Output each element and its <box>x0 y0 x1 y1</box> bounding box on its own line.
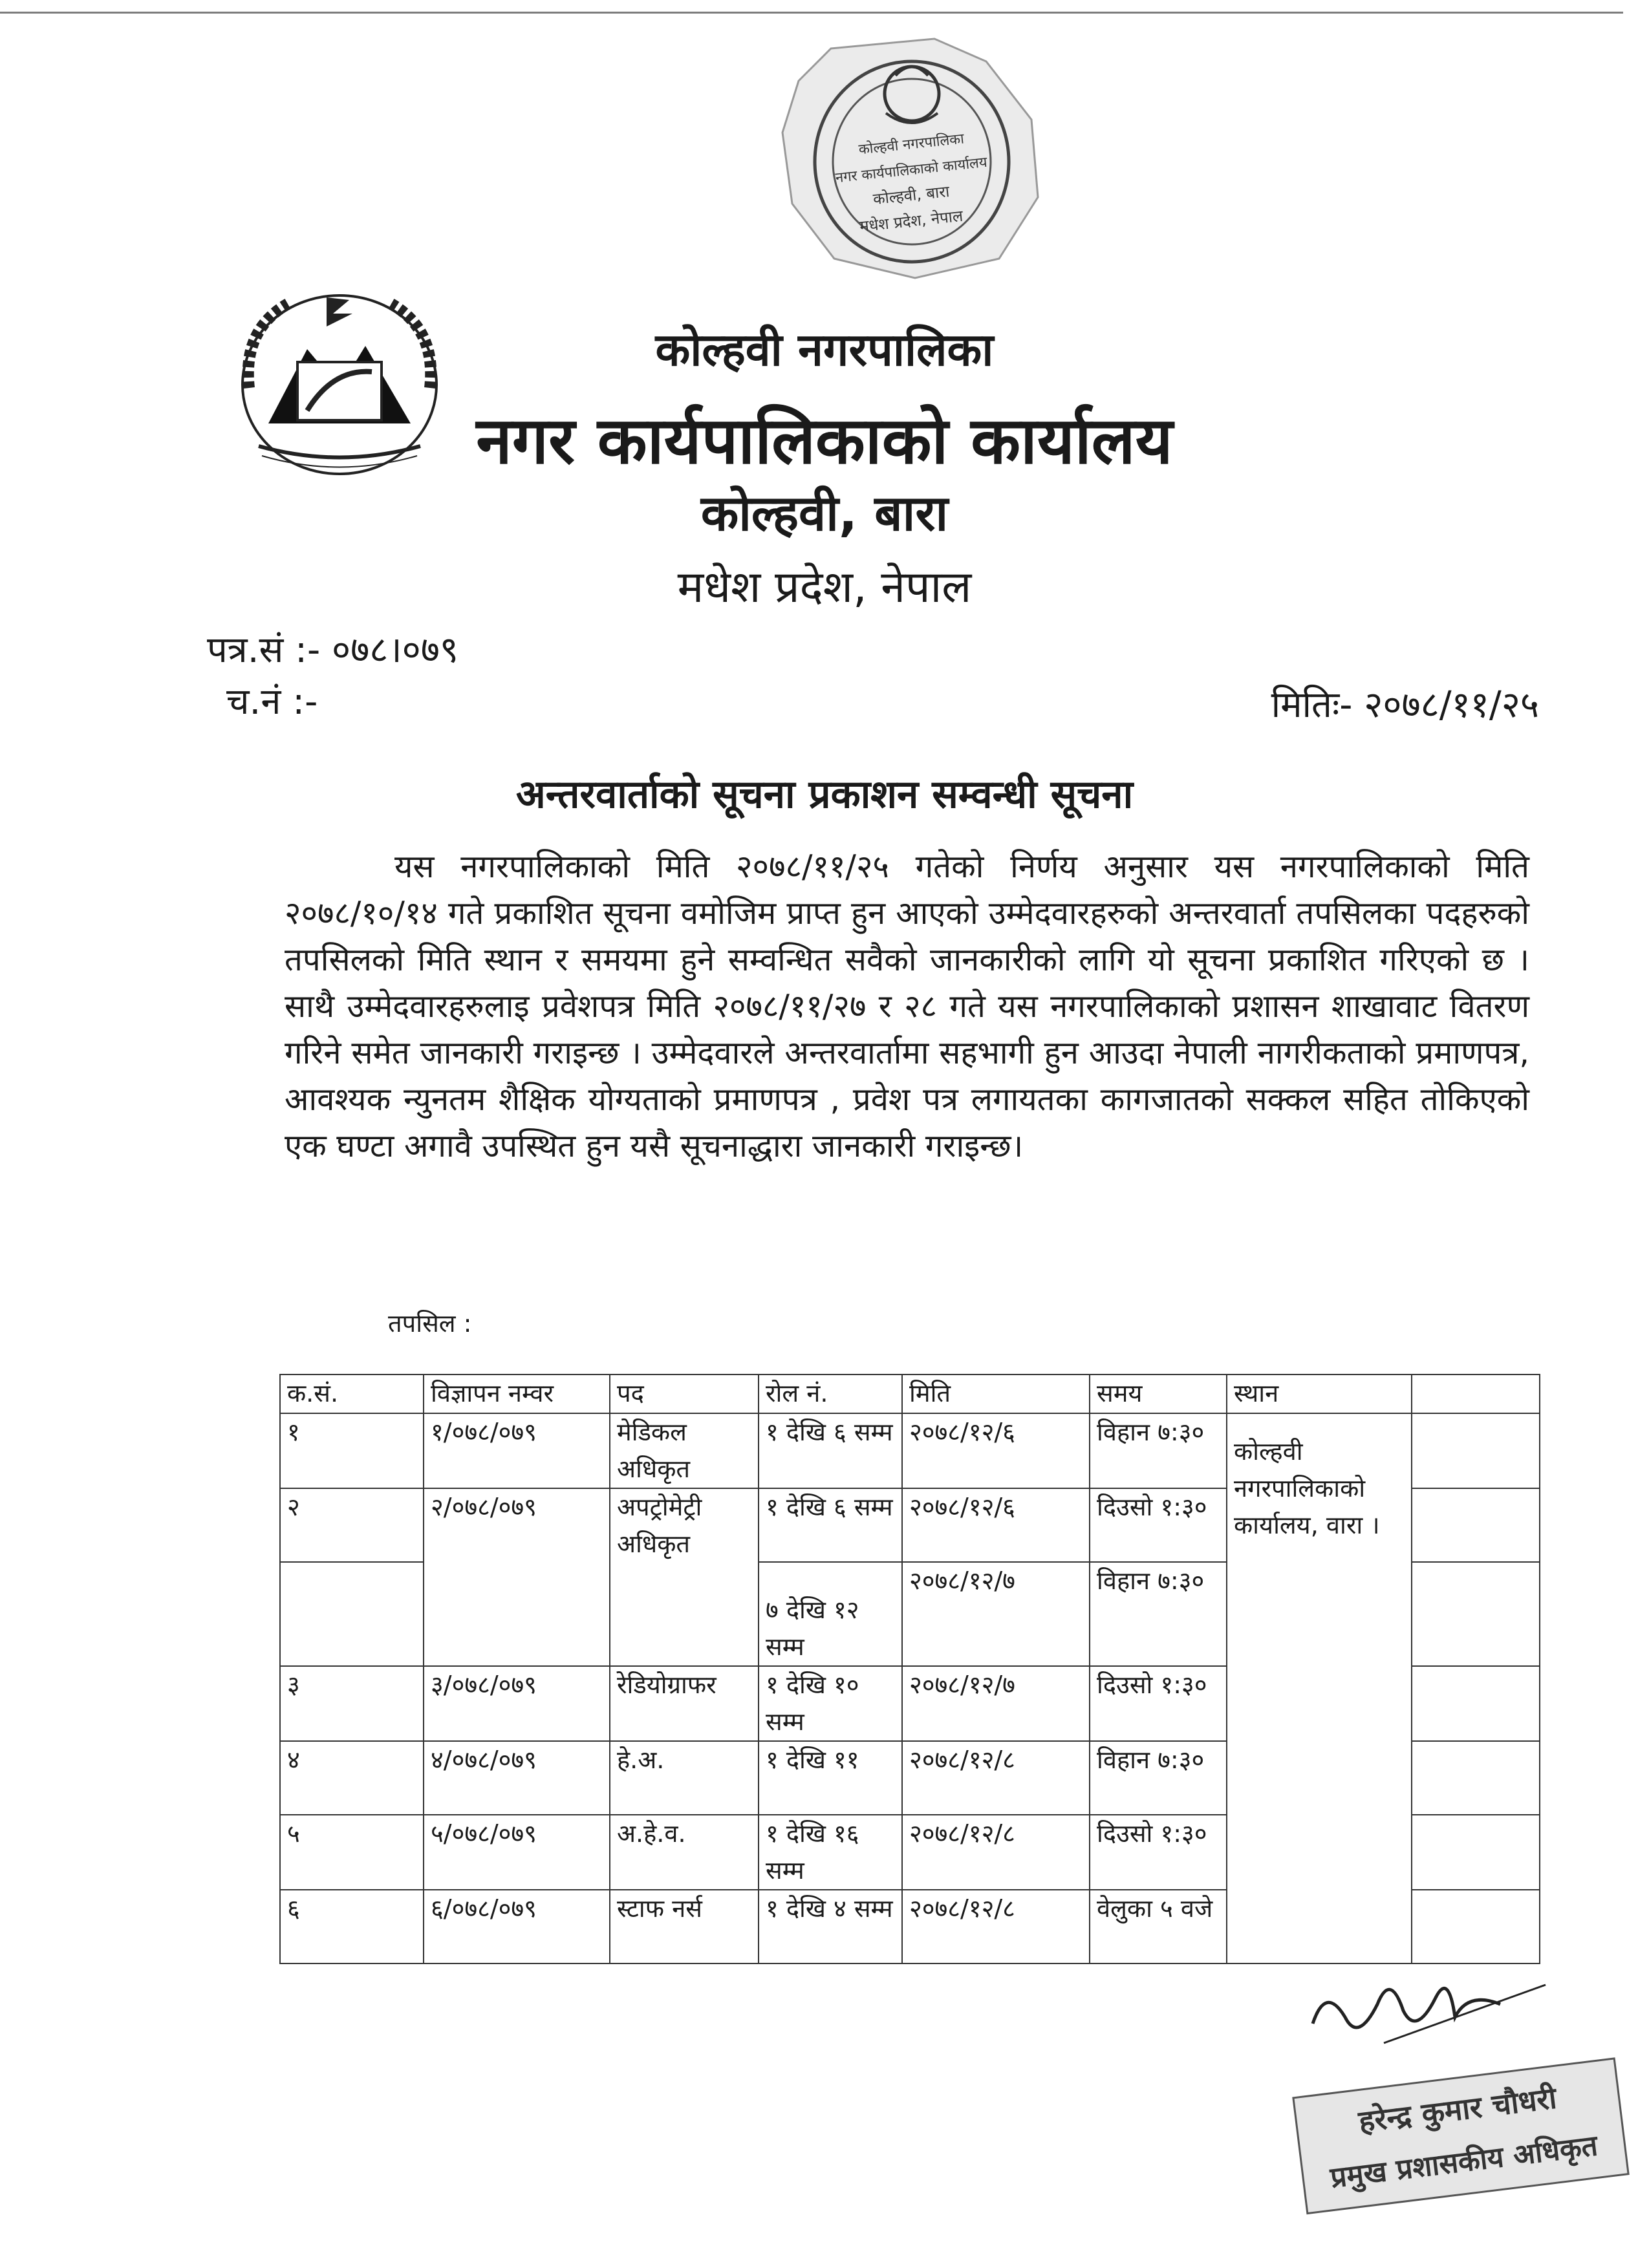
svg-text:मधेश प्रदेश, नेपाल: मधेश प्रदेश, नेपाल <box>858 206 964 236</box>
svg-text:हरेन्द्र कुमार चौधरी: हरेन्द्र कुमार चौधरी <box>1357 2080 1558 2139</box>
interview-schedule-table <box>279 1374 1540 1964</box>
cell-post: रेडियोग्राफर <box>610 1666 759 1741</box>
svg-text:प्रमुख प्रशासकीय अधिकृत: प्रमुख प्रशासकीय अधिकृत <box>1328 2129 1600 2195</box>
cell-adv: १/०७८/०७९ <box>424 1413 610 1488</box>
cell-sn: २ <box>280 1488 424 1562</box>
cell-sn: १ <box>280 1413 424 1488</box>
cell-roll: १ देखि १६ सम्म <box>759 1815 902 1890</box>
cell-time: विहान ७:३० <box>1090 1741 1227 1815</box>
cell-roll: १ देखि ६ सम्म <box>759 1413 902 1488</box>
cell-blank <box>1412 1815 1540 1890</box>
cell-time: वेलुका ५ वजे <box>1090 1890 1227 1963</box>
notice-title: अन्तरवार्ताको सूचना प्रकाशन सम्वन्धी सूचना <box>515 772 1134 817</box>
cell-time: विहान ७:३० <box>1090 1562 1227 1666</box>
cell-date: २०७८/१२/६ <box>902 1488 1090 1562</box>
cell-adv: ५/०७८/०७९ <box>424 1815 610 1890</box>
svg-text:नगर कार्यपालिकाको कार्यालय: नगर कार्यपालिकाको कार्यालय <box>834 154 988 187</box>
cell-roll: १ देखि १० सम्म <box>759 1666 902 1741</box>
cell-date: २०७८/१२/८ <box>902 1741 1090 1815</box>
cell-date: २०७८/१२/८ <box>902 1815 1090 1890</box>
top-border-line <box>0 12 1623 14</box>
cell-blank <box>1412 1666 1540 1741</box>
letter-date: मितिः- २०७८/११/२५ <box>1271 684 1539 726</box>
svg-text:कोल्हवी नगरपालिका: कोल्हवी नगरपालिका <box>857 131 965 158</box>
municipality-name: कोल्हवी नगरपालिका <box>655 323 994 376</box>
cell-sn: ५ <box>280 1815 424 1890</box>
office-province: मधेश प्रदेश, नेपाल <box>677 562 972 613</box>
cell-adv: ६/०७८/०७९ <box>424 1890 610 1963</box>
cell-roll: १ देखि ११ <box>759 1741 902 1815</box>
cell-sn: ६ <box>280 1890 424 1963</box>
cell-date: २०७८/१२/८ <box>902 1890 1090 1963</box>
schedule-label: तपसिल : <box>388 1309 472 1338</box>
col-header-location: स्थान <box>1227 1375 1412 1413</box>
col-header-time: समय <box>1090 1375 1227 1413</box>
cell-sn: ३ <box>280 1666 424 1741</box>
col-header-blank <box>1412 1375 1540 1413</box>
office-seal-stamp <box>773 36 1044 281</box>
table-header-row <box>280 1375 1540 1413</box>
col-header-sn: क.सं. <box>280 1375 424 1413</box>
cell-post: मेडिकल अधिकृत <box>610 1413 759 1488</box>
cell-time: दिउसो १:३० <box>1090 1815 1227 1890</box>
cell-blank <box>1412 1413 1540 1488</box>
notice-body-text: यस नगरपालिकाको मिति २०७८/११/२५ गतेको निर्णय अनुसार यस नगरपालिकाको मिति २०७८/१०/१४ गते प्रकाशित सूचना वमोजिम प्राप्त हुन आएको उम्मेदवारहरुको अन्तरवार्ता तपसिलका पदहरुको तपसिलको मिति स्थान र समयमा हुने सम्वन्धित सवैको जानकारीको लागि यो सूचना प्रकाशित गरिएको छ । साथै उम्मेदवारहरुलाइ प्रवेशपत्र मिति २०७८/११/२७ र २८ गते यस नगरपालिकाको प्रशासन शाखावाट वितरण गरिने समेत जानकारी गराइन्छ । उम्मेदवारले अन्तरवार्तामा सहभागी हुन आउदा नेपाली नागरीकताको प्रमाणपत्र, आवश्यक न्युनतम शैक्षिक योग्यताको प्रमाणपत्र , प्रवेश पत्र लगायतका कागजातको सक्कल सहित तोकिएको एक घण्टा अगावै उपस्थित हुन यसै सूचनाद्धारा जानकारी गराइन्छ। <box>285 848 1529 1164</box>
cell-date: २०७८/१२/७ <box>902 1666 1090 1741</box>
table-row <box>280 1413 1540 1488</box>
col-header-post: पद <box>610 1375 759 1413</box>
notice-body <box>285 844 1529 1170</box>
office-city: कोल्हवी, बारा <box>700 484 949 542</box>
cell-post: स्टाफ नर्स <box>610 1890 759 1963</box>
cell-adv: ३/०७८/०७९ <box>424 1666 610 1741</box>
cell-sn: ४ <box>280 1741 424 1815</box>
cell-adv: ४/०७८/०७९ <box>424 1741 610 1815</box>
col-header-date: मिति <box>902 1375 1090 1413</box>
signature-stamp <box>1287 1946 1636 2218</box>
col-header-roll: रोल नं. <box>759 1375 902 1413</box>
cell-post: अपट्रोमेट्री अधिकृत <box>610 1488 759 1666</box>
letter-number: पत्र.सं :- ०७८।०७९ <box>207 629 458 671</box>
cell-location: कोल्हवी नगरपालिकाको कार्यालय, वारा । <box>1227 1413 1412 1963</box>
cell-post: अ.हे.व. <box>610 1815 759 1890</box>
cell-time: दिउसो १:३० <box>1090 1488 1227 1562</box>
cell-date: २०७८/१२/६ <box>902 1413 1090 1488</box>
cell-time: विहान ७:३० <box>1090 1413 1227 1488</box>
cell-sn <box>280 1562 424 1666</box>
cell-post: हे.अ. <box>610 1741 759 1815</box>
dispatch-number: च.नं :- <box>226 681 318 723</box>
office-name: नगर कार्यपालिकाको कार्यालय <box>476 403 1173 478</box>
cell-roll: ७ देखि १२ सम्म <box>759 1562 902 1666</box>
svg-text:कोल्हवी, बारा: कोल्हवी, बारा <box>872 182 951 209</box>
cell-date: २०७८/१२/७ <box>902 1562 1090 1666</box>
cell-blank <box>1412 1741 1540 1815</box>
col-header-adv-number: विज्ञापन नम्वर <box>424 1375 610 1413</box>
cell-roll: १ देखि ६ सम्म <box>759 1488 902 1562</box>
cell-time: दिउसो १:३० <box>1090 1666 1227 1741</box>
cell-roll: १ देखि ४ सम्म <box>759 1890 902 1963</box>
cell-adv: २/०७८/०७९ <box>424 1488 610 1666</box>
cell-blank <box>1412 1562 1540 1666</box>
cell-blank <box>1412 1488 1540 1562</box>
